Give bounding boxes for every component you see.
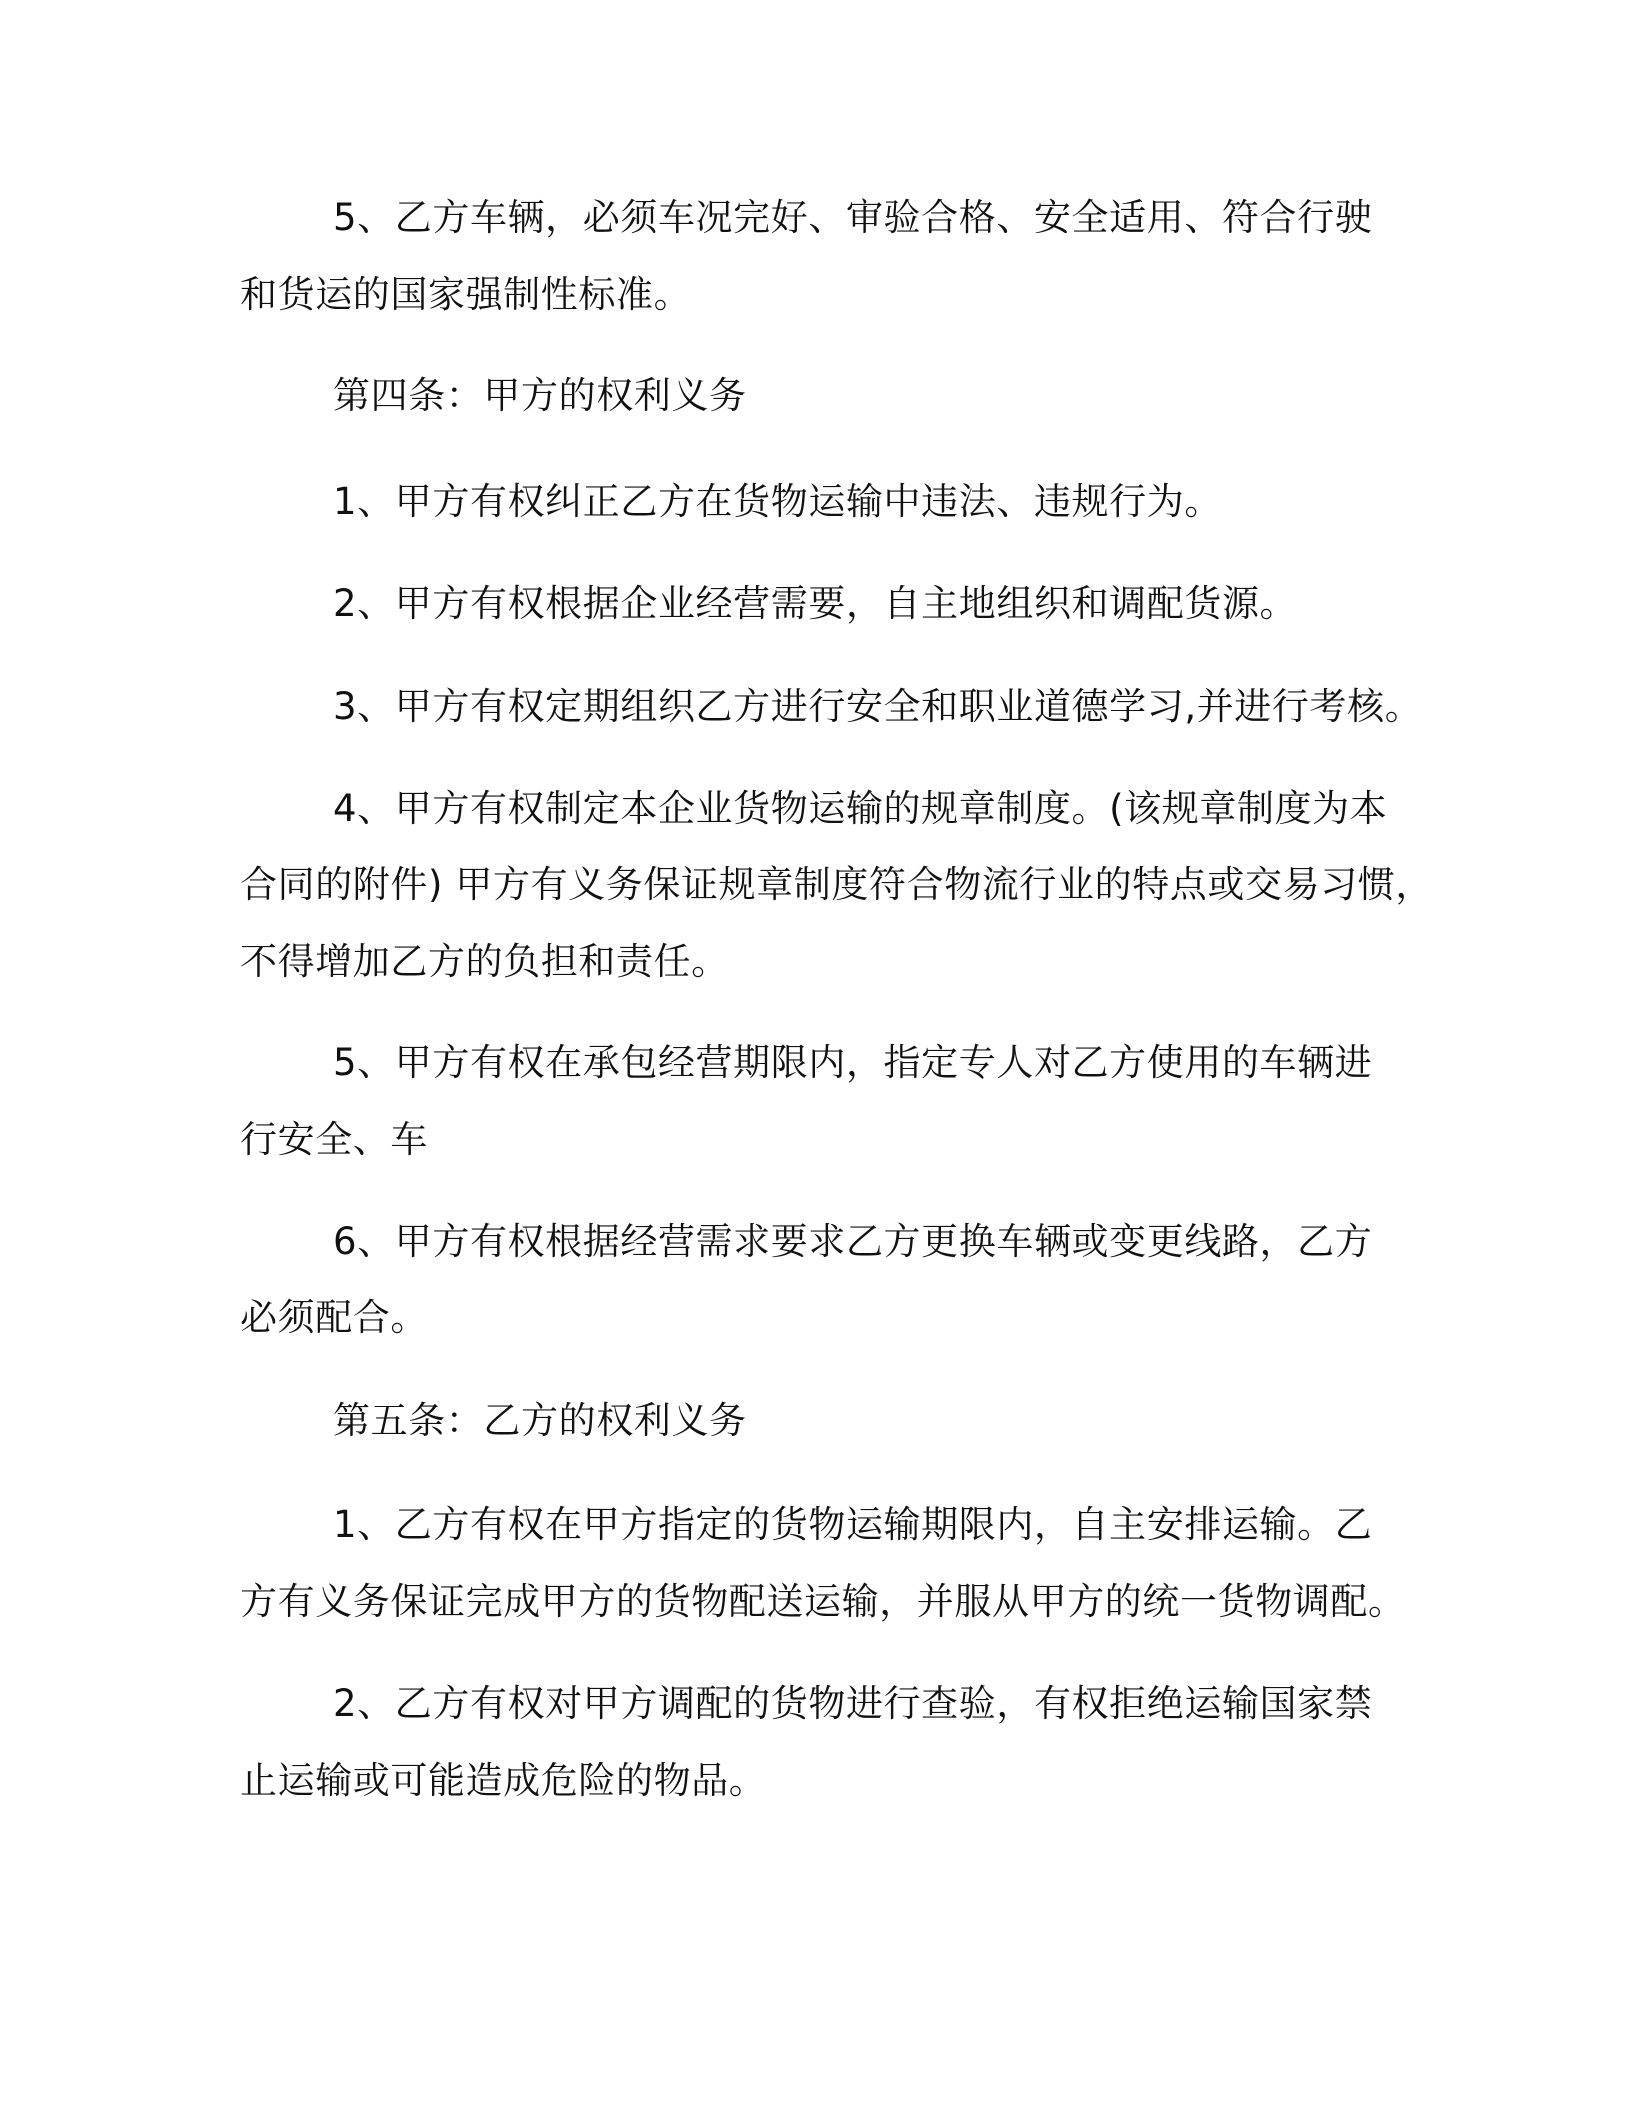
article-5-heading: 第五条：乙方的权利义务 — [333, 1399, 747, 1442]
article-4-item-3: 3、甲方有权定期组织乙方进行安全和职业道德学习,并进行考核。 — [333, 685, 1423, 728]
article-4-item-1: 1、甲方有权纠正乙方在货物运输中违法、违规行为。 — [333, 480, 1222, 523]
article-5-item-1-line-1: 1、乙方有权在甲方指定的货物运输期限内，自主安排运输。乙 — [333, 1503, 1373, 1546]
article-4-item-6-line-1: 6、甲方有权根据经营需求要求乙方更换车辆或变更线路，乙方 — [333, 1220, 1373, 1263]
article-4-item-5-line-1: 5、甲方有权在承包经营期限内，指定专人对乙方使用的车辆进 — [333, 1041, 1373, 1084]
article-4-item-4-line-3: 不得增加乙方的负担和责任。 — [240, 940, 729, 983]
article-4-item-4-line-1: 4、甲方有权制定本企业货物运输的规章制度。(该规章制度为本 — [333, 787, 1388, 830]
article-4-item-4-line-2: 合同的附件) 甲方有义务保证规章制度符合物流行业的特点或交易习惯， — [240, 863, 1433, 906]
article-5-item-1-line-2: 方有义务保证完成甲方的货物配送运输，并服从甲方的统一货物调配。 — [240, 1580, 1406, 1623]
article-5-item-2-line-2: 止运输或可能造成危险的物品。 — [240, 1759, 767, 1802]
clause-3-item-5-line-1: 5、乙方车辆，必须车况完好、审验合格、安全适用、符合行驶 — [333, 196, 1373, 239]
article-4-item-5-line-2: 行安全、车 — [240, 1118, 428, 1161]
article-4-item-2: 2、甲方有权根据企业经营需要，自主地组织和调配货源。 — [333, 582, 1298, 625]
article-4-heading: 第四条：甲方的权利义务 — [333, 374, 747, 417]
clause-3-item-5-line-2: 和货运的国家强制性标准。 — [240, 273, 692, 316]
article-5-item-2-line-1: 2、乙方有权对甲方调配的货物进行查验，有权拒绝运输国家禁 — [333, 1682, 1373, 1725]
article-4-item-6-line-2: 必须配合。 — [240, 1296, 428, 1339]
